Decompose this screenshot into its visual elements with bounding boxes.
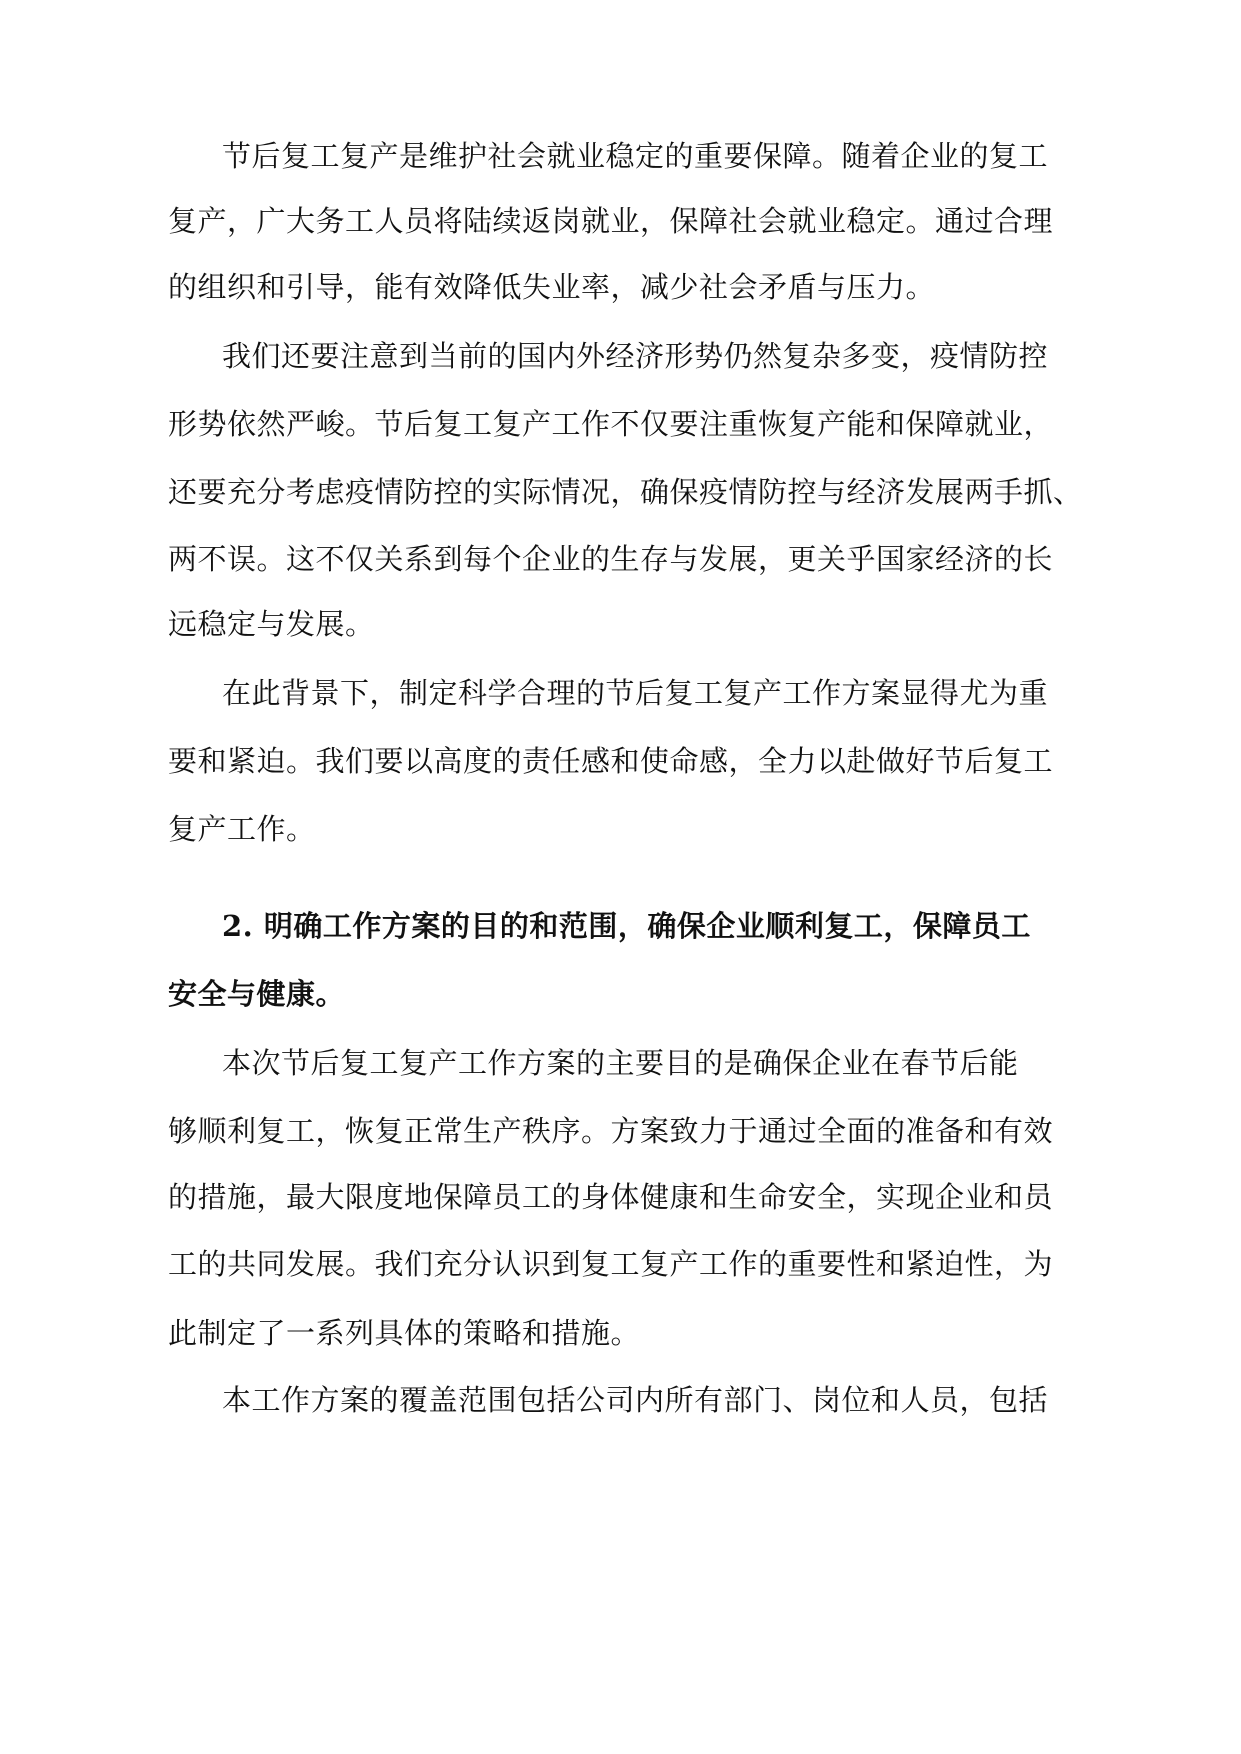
paragraph-line: 工的共同发展。我们充分认识到复工复产工作的重要性和紧迫性，为: [168, 1247, 1054, 1281]
paragraph-line: 本工作方案的覆盖范围包括公司内所有部门、岗位和人员，包括: [222, 1383, 1049, 1417]
paragraph-line: 节后复工复产是维护社会就业稳定的重要保障。随着企业的复工: [222, 139, 1049, 173]
paragraph-line: 两不误。这不仅关系到每个企业的生存与发展，更关乎国家经济的长: [168, 542, 1054, 576]
paragraph-line: 的措施，最大限度地保障员工的身体健康和生命安全，实现企业和员: [168, 1180, 1054, 1214]
paragraph-line: 本次节后复工复产工作方案的主要目的是确保企业在春节后能: [222, 1046, 1019, 1080]
paragraph-line: 复产，广大务工人员将陆续返岗就业，保障社会就业稳定。通过合理: [168, 204, 1054, 238]
paragraph-line: 此制定了一系列具体的策略和措施。: [168, 1316, 641, 1350]
paragraph-line: 我们还要注意到当前的国内外经济形势仍然复杂多变，疫情防控: [222, 339, 1049, 373]
paragraph-line: 远稳定与发展。: [168, 607, 375, 641]
section-heading: 2. 明确工作方案的目的和范围，确保企业顺利复工，保障员工: [222, 909, 1031, 943]
paragraph-line: 在此背景下，制定科学合理的节后复工复产工作方案显得尤为重: [222, 676, 1049, 710]
paragraph-line: 要和紧迫。我们要以高度的责任感和使命感，全力以赴做好节后复工: [168, 744, 1054, 778]
paragraph-line: 的组织和引导，能有效降低失业率，减少社会矛盾与压力。: [168, 270, 936, 304]
section-heading: 安全与健康。: [168, 977, 346, 1011]
paragraph-line: 够顺利复工，恢复正常生产秩序。方案致力于通过全面的准备和有效: [168, 1114, 1054, 1148]
paragraph-line: 复产工作。: [168, 812, 316, 846]
paragraph-line: 还要充分考虑疫情防控的实际情况，确保疫情防控与经济发展两手抓、: [168, 475, 1083, 509]
paragraph-line: 形势依然严峻。节后复工复产工作不仅要注重恢复产能和保障就业，: [168, 407, 1054, 441]
